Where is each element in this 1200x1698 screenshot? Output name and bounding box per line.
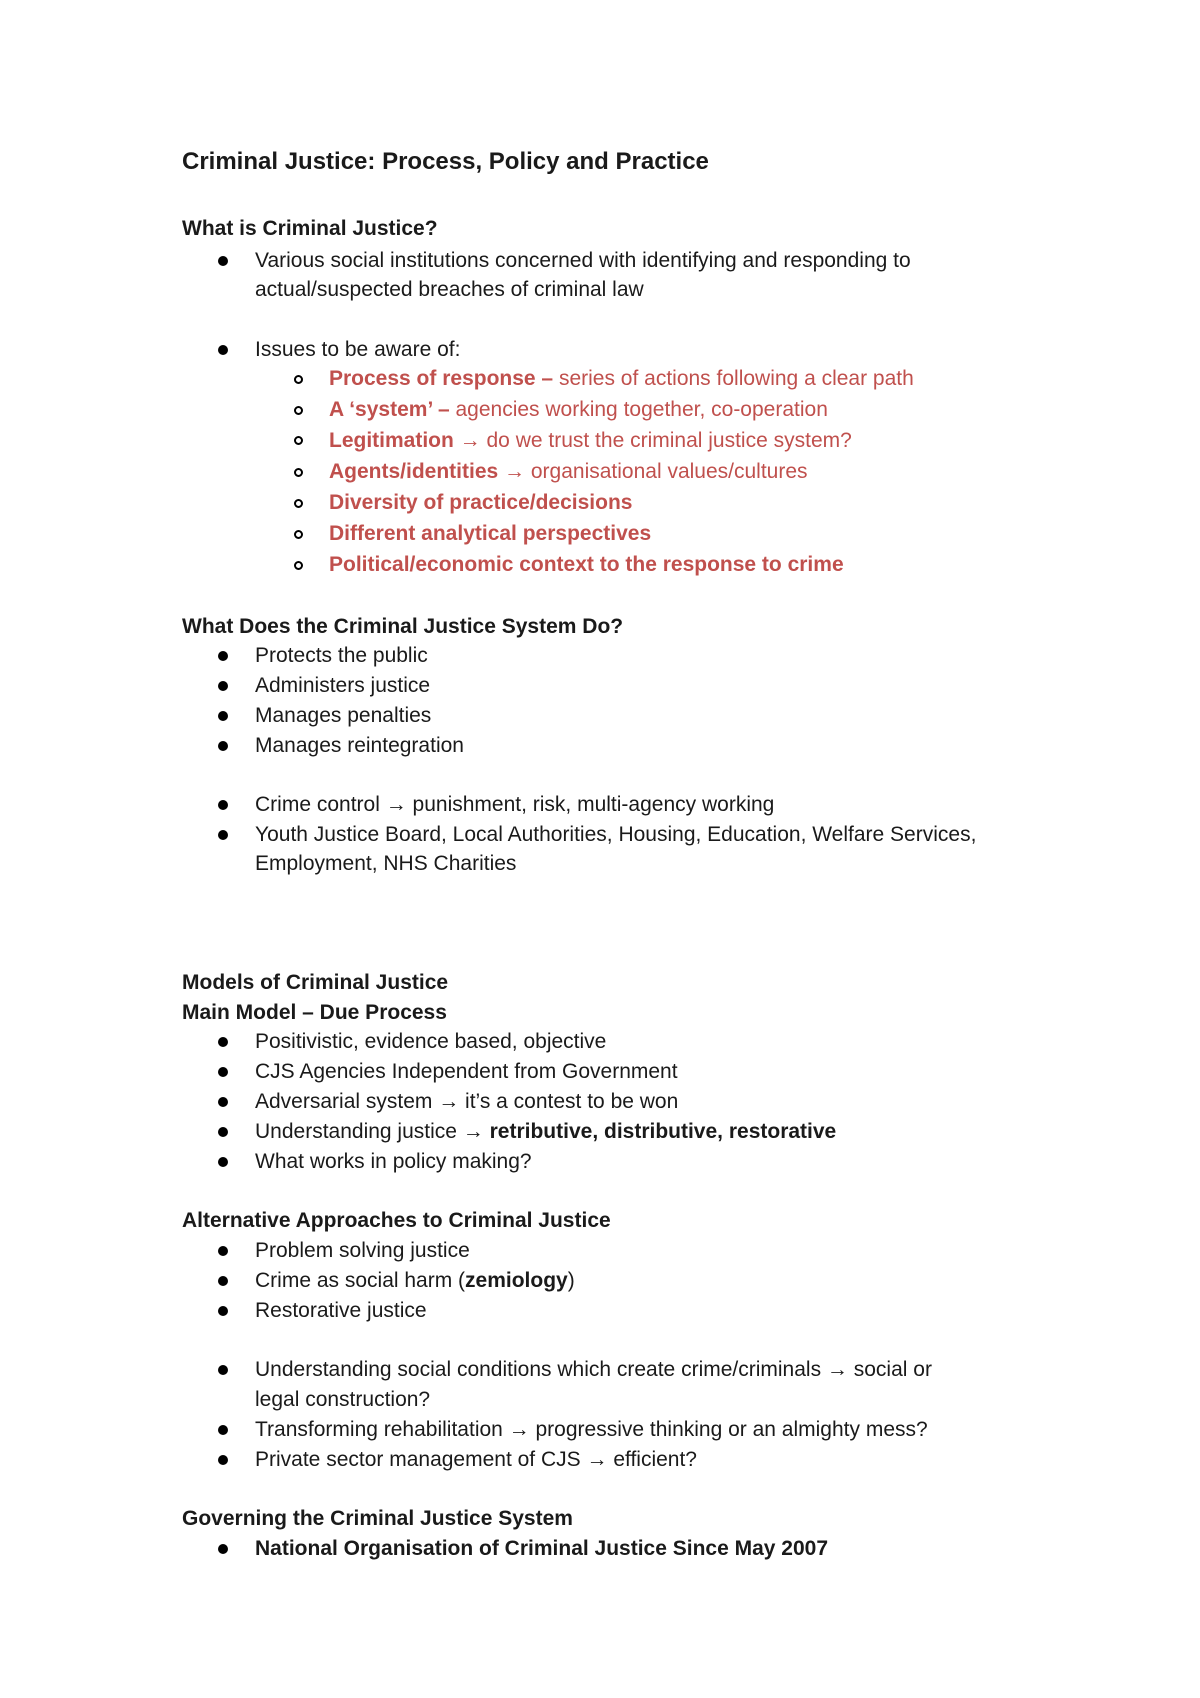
sub-bullet-agents: Agents/identities → organisational values/cultures — [329, 460, 808, 483]
bullet-text: Problem solving justice — [255, 1239, 470, 1262]
bullet-understanding-justice: Understanding justice → retributive, distributive, restorative — [255, 1120, 837, 1143]
circle-bullet-icon — [294, 468, 303, 477]
document-title: Criminal Justice: Process, Policy and Practice — [182, 148, 709, 175]
sub-bullet-diversity: Diversity of practice/decisions — [329, 491, 633, 514]
bullet-text: Manages reintegration — [255, 734, 464, 757]
bullet-text-continued: actual/suspected breaches of criminal law — [255, 278, 644, 301]
circle-bullet-icon — [294, 530, 303, 539]
section-heading-alternative: Alternative Approaches to Criminal Justice — [182, 1209, 611, 1232]
sub-bullet-perspectives: Different analytical perspectives — [329, 522, 652, 545]
bullet-icon — [218, 681, 228, 691]
bullet-text: Adversarial system → it’s a contest to be won — [255, 1090, 679, 1113]
bullet-crime-social-harm: Crime as social harm (zemiology) — [255, 1269, 575, 1292]
bullet-icon — [218, 1544, 228, 1554]
section-heading-what-cjs-does: What Does the Criminal Justice System Do? — [182, 615, 624, 638]
bullet-text: Private sector management of CJS → efficient? — [255, 1448, 697, 1471]
bullet-icon — [218, 830, 228, 840]
bullet-icon — [218, 1455, 228, 1465]
bullet-text: Positivistic, evidence based, objective — [255, 1030, 607, 1053]
bullet-icon — [218, 1246, 228, 1256]
bullet-icon — [218, 741, 228, 751]
bullet-text-continued: Employment, NHS Charities — [255, 852, 517, 875]
bullet-text: Crime control → punishment, risk, multi-agency working — [255, 793, 775, 816]
bullet-icon — [218, 1127, 228, 1137]
bullet-icon — [218, 1067, 228, 1077]
bullet-text: Transforming rehabilitation → progressive thinking or an almighty mess? — [255, 1418, 928, 1441]
bullet-icon — [218, 256, 228, 266]
section-subheading-due-process: Main Model – Due Process — [182, 1001, 447, 1024]
section-heading-what-is-cj: What is Criminal Justice? — [182, 217, 438, 240]
bullet-icon — [218, 800, 228, 810]
section-heading-governing: Governing the Criminal Justice System — [182, 1507, 573, 1530]
bullet-icon — [218, 1037, 228, 1047]
bullet-text: National Organisation of Criminal Justice Since May 2007 — [255, 1537, 829, 1560]
circle-bullet-icon — [294, 375, 303, 384]
bullet-icon — [218, 345, 228, 355]
circle-bullet-icon — [294, 436, 303, 445]
bullet-text: Protects the public — [255, 644, 428, 667]
bullet-icon — [218, 1365, 228, 1375]
bullet-text: Understanding social conditions which create crime/criminals → social or — [255, 1358, 932, 1381]
bullet-icon — [218, 1276, 228, 1286]
sub-bullet-process: Process of response – series of actions following a clear path — [329, 367, 914, 390]
bullet-text: Issues to be aware of: — [255, 338, 461, 361]
bullet-icon — [218, 1306, 228, 1316]
bullet-icon — [218, 1425, 228, 1435]
bullet-icon — [218, 1157, 228, 1167]
sub-bullet-legitimation: Legitimation → do we trust the criminal justice system? — [329, 429, 852, 452]
bullet-icon — [218, 711, 228, 721]
bullet-text: Administers justice — [255, 674, 431, 697]
sub-bullet-system: A ‘system’ – agencies working together, co-operation — [329, 398, 828, 421]
bullet-text: What works in policy making? — [255, 1150, 532, 1173]
bullet-icon — [218, 651, 228, 661]
section-heading-models: Models of Criminal Justice — [182, 971, 449, 994]
bullet-text: Restorative justice — [255, 1299, 427, 1322]
bullet-text: Manages penalties — [255, 704, 432, 727]
bullet-text: Various social institutions concerned with identifying and responding to — [255, 249, 911, 272]
bullet-text: Youth Justice Board, Local Authorities, Housing, Education, Welfare Services, — [255, 823, 977, 846]
sub-bullet-context: Political/economic context to the response to crime — [329, 553, 844, 576]
circle-bullet-icon — [294, 499, 303, 508]
circle-bullet-icon — [294, 561, 303, 570]
bullet-text-continued: legal construction? — [255, 1388, 431, 1411]
circle-bullet-icon — [294, 406, 303, 415]
bullet-text: CJS Agencies Independent from Government — [255, 1060, 678, 1083]
bullet-icon — [218, 1097, 228, 1107]
